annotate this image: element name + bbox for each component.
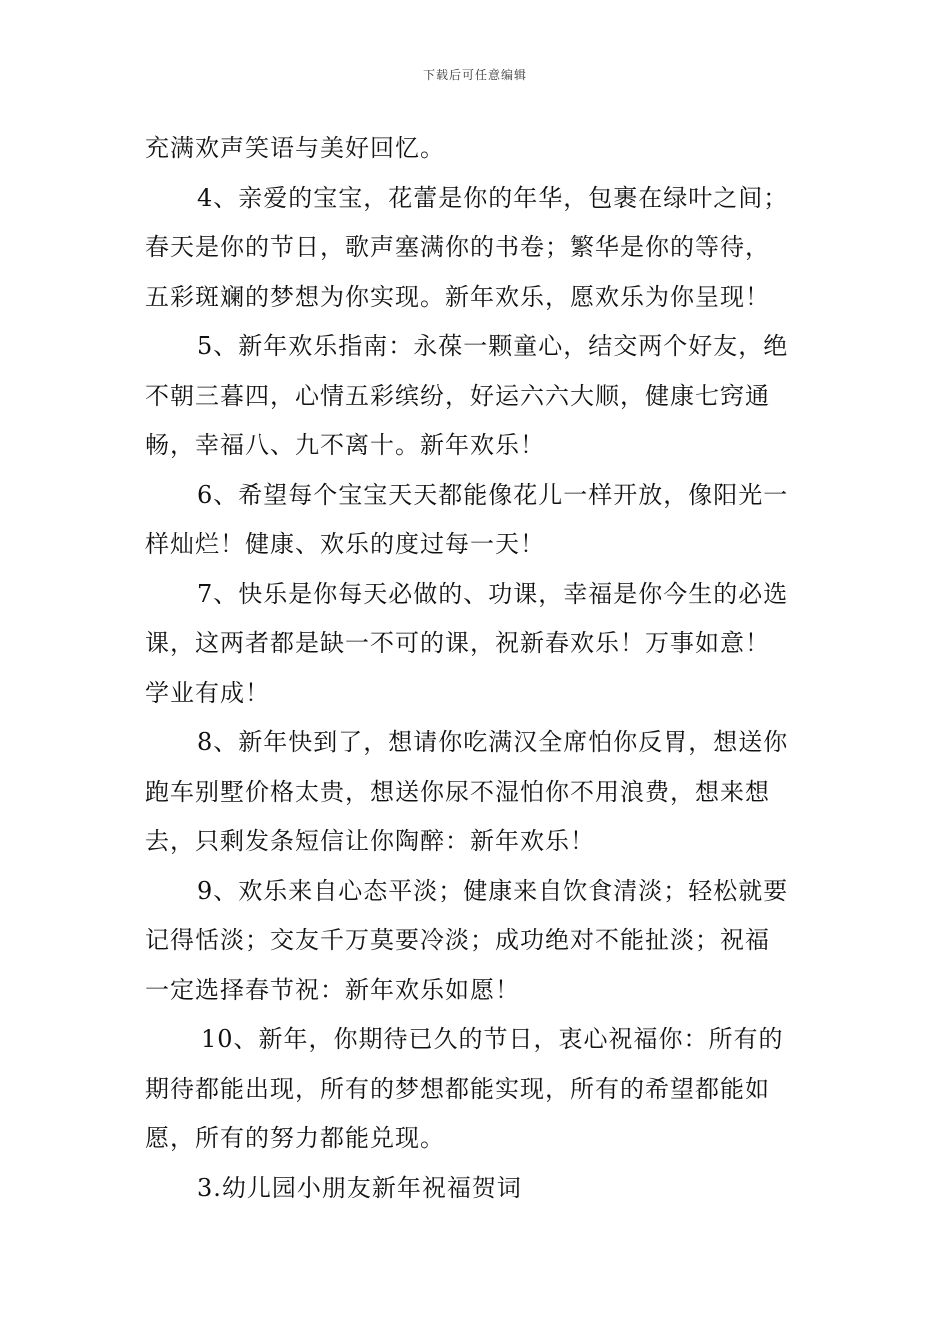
paragraph-9-line-2: 记得恬淡；交友千万莫要冷淡；成功绝对不能扯淡；祝福 [145,926,770,954]
paragraph-10-line-3: 愿，所有的努力都能兑现。 [145,1124,445,1152]
paragraph-6-line-2: 样灿烂！健康、欢乐的度过每一天！ [145,530,545,558]
paragraph-9-line-3: 一定选择春节祝：新年欢乐如愿！ [145,975,520,1004]
paragraph-4-line-1: 4、亲爱的宝宝，花蕾是你的年华，包裹在绿叶之间； [197,183,789,212]
paragraph-9-line-1: 9、欢乐来自心态平淡；健康来自饮食清淡；轻松就要 [197,876,789,905]
paragraph-5-line-2: 不朝三暮四，心情五彩缤纷，好运六六大顺，健康七窍通 [145,381,770,410]
page-header-note: 下载后可任意编辑 [422,68,527,82]
paragraph-7-line-3: 学业有成！ [145,678,270,707]
paragraph-6-line-1: 6、希望每个宝宝天天都能像花儿一样开放，像阳光一 [197,480,789,509]
paragraph-4-line-3: 五彩斑斓的梦想为你实现。新年欢乐，愿欢乐为你呈现！ [145,282,770,311]
paragraph-10-line-2: 期待都能出现，所有的梦想都能实现，所有的希望都能如 [145,1074,770,1103]
paragraph-10-line-1: 10、新年，你期待已久的节日，衷心祝福你：所有的 [201,1025,784,1053]
paragraph-8-line-2: 跑车别墅价格太贵，想送你尿不湿怕你不用浪费，想来想 [145,777,770,806]
document-body [145,128,810,1217]
paragraph-5-line-1: 5、新年欢乐指南：永葆一颗童心，结交两个好友，绝 [197,332,789,360]
text-line: 充满欢声笑语与美好回忆。 [145,134,445,162]
paragraph-5-line-3: 畅，幸福八、九不离十。新年欢乐！ [145,431,545,459]
section-heading: 3.幼儿园小朋友新年祝福贺词 [197,1173,522,1202]
paragraph-7-line-2: 课，这两者都是缺一不可的课，祝新春欢乐！万事如意！ [145,629,770,657]
paragraph-8-line-3: 去，只剩发条短信让你陶醉：新年欢乐！ [145,827,595,855]
paragraph-4-line-2: 春天是你的节日，歌声塞满你的书卷；繁华是你的等待， [145,233,770,261]
paragraph-7-line-1: 7、快乐是你每天必做的、功课，幸福是你今生的必选 [197,579,789,608]
paragraph-8-line-1: 8、新年快到了，想请你吃满汉全席怕你反胃，想送你 [197,728,789,756]
